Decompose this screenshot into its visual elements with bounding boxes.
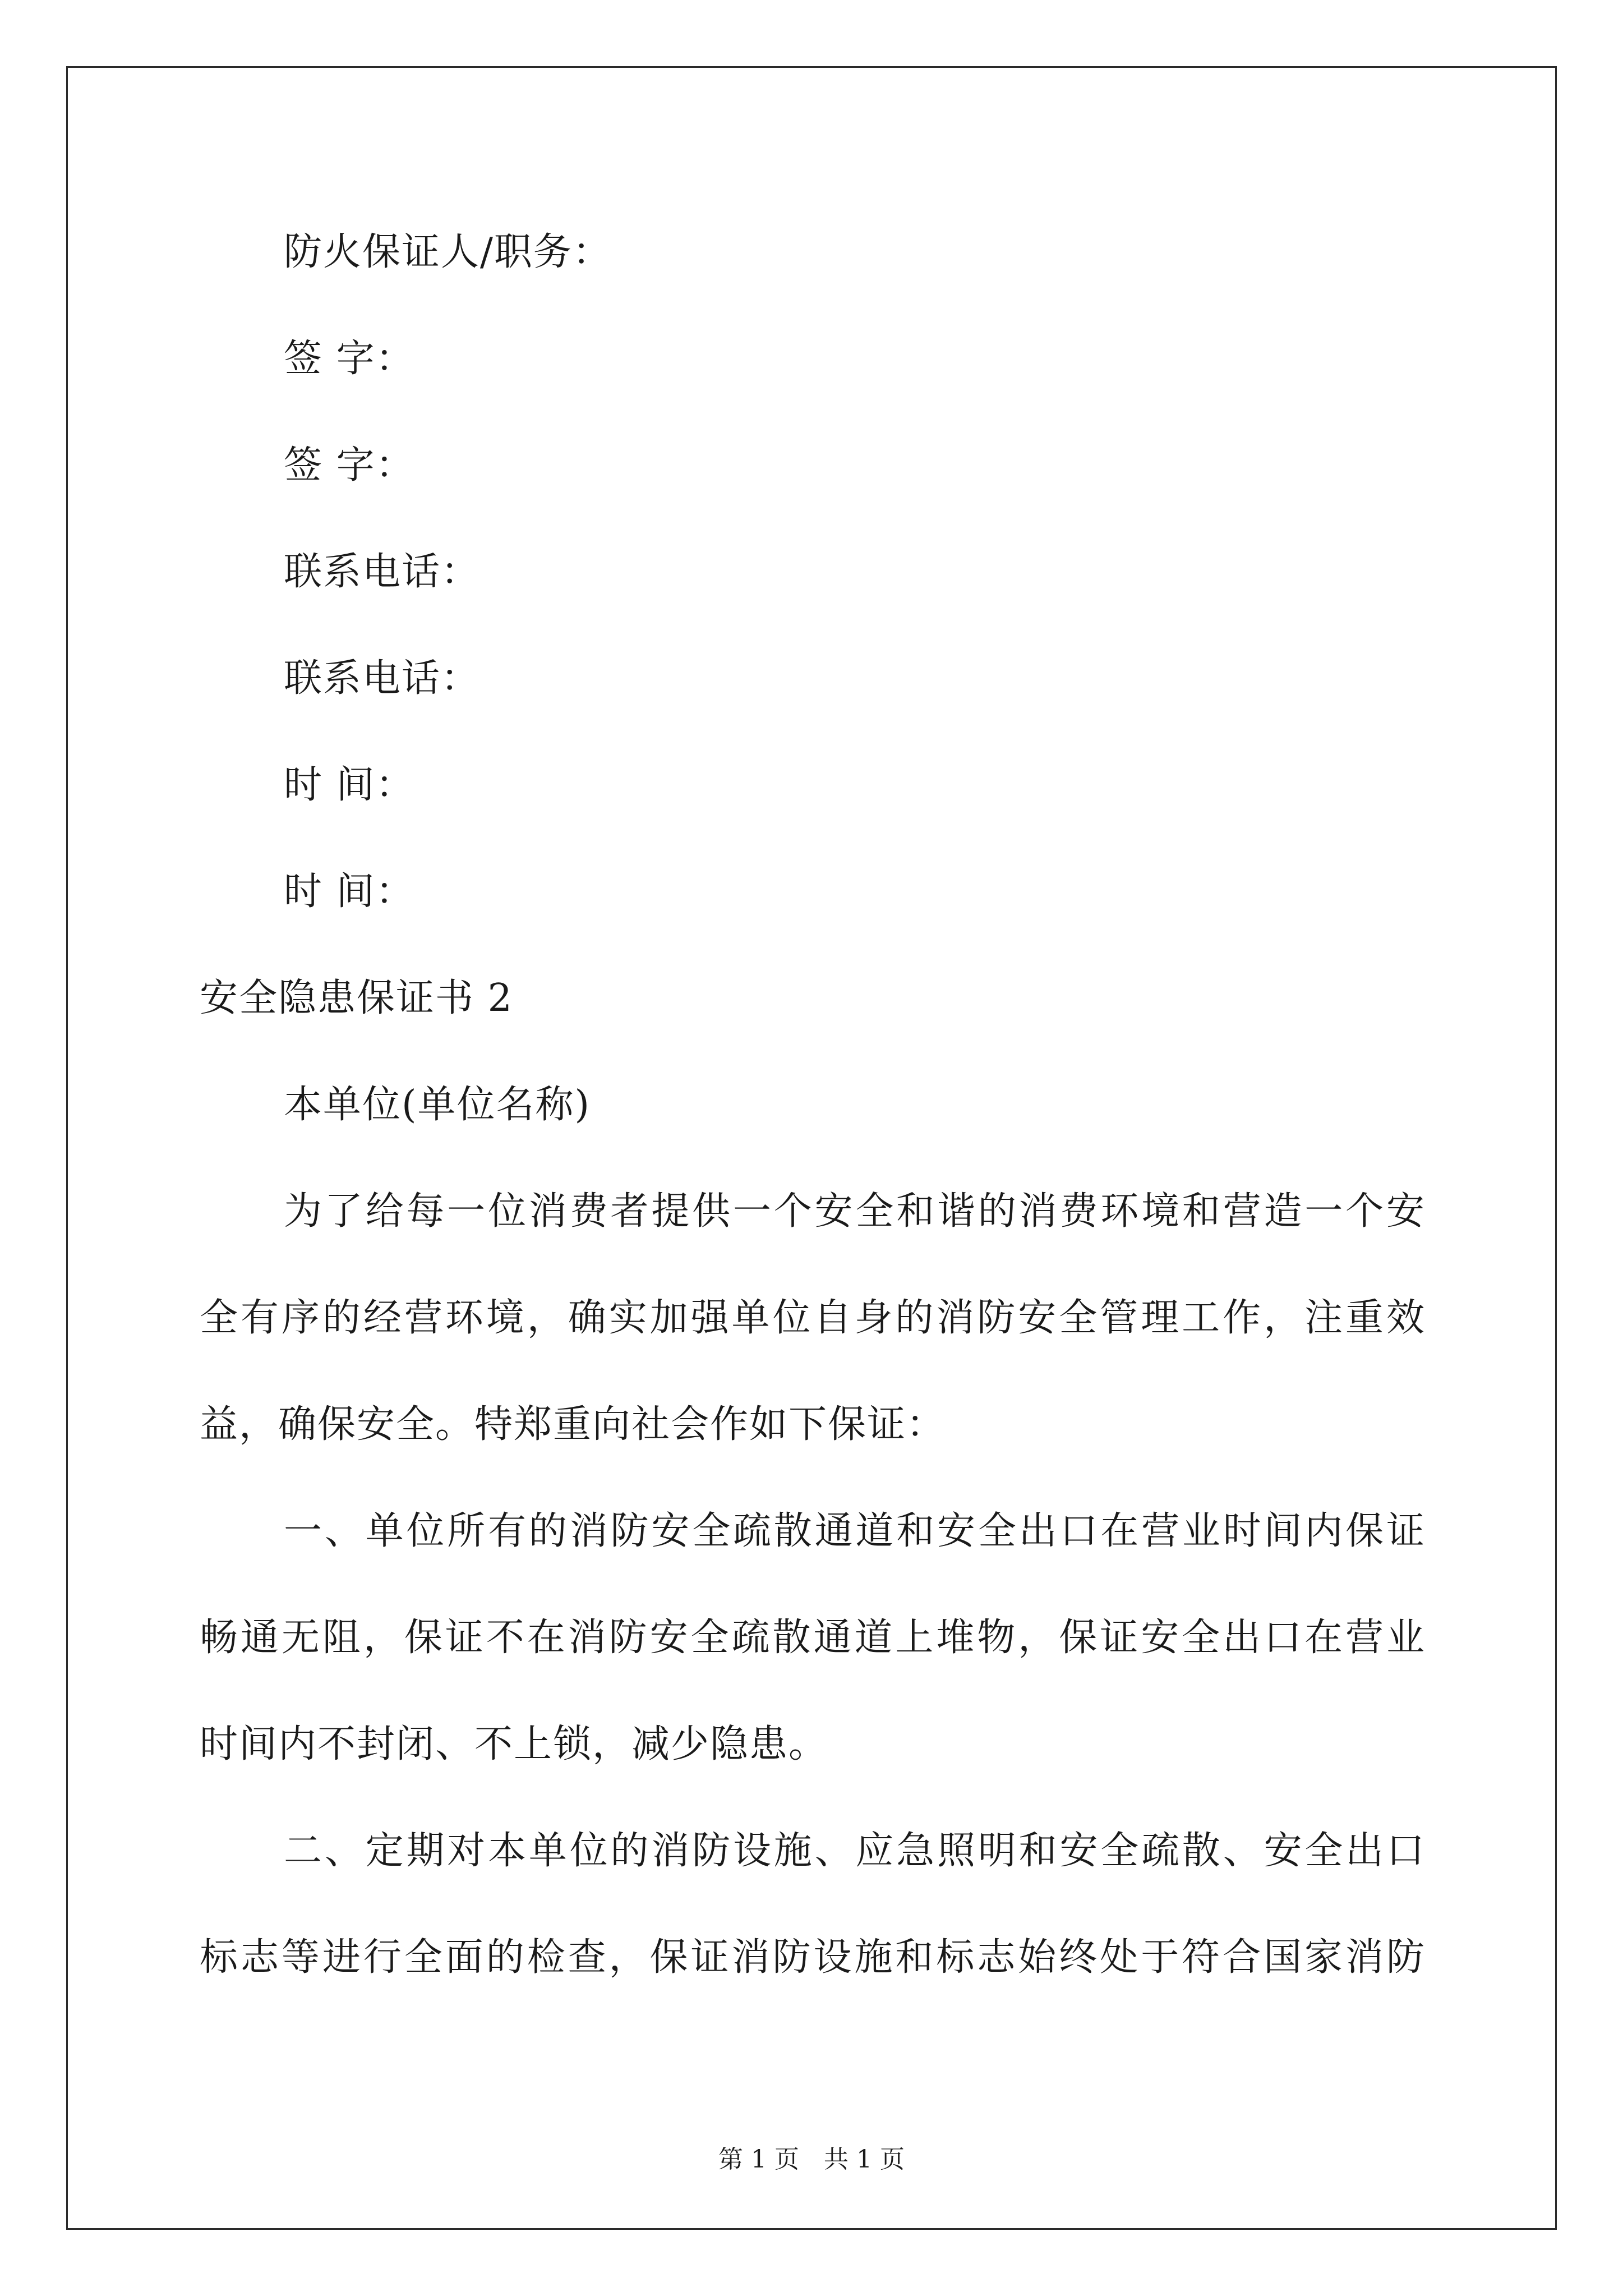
paragraph-intro-line-3: 益，确保安全。特郑重向社会作如下保证： (200, 1402, 946, 1447)
signature-line-2: 签 字： (284, 443, 415, 487)
item-two-line-2: 标志等进行全面的检查，保证消防设施和标志始终处于符合国家消防 (200, 1935, 1426, 1980)
page-number-footer: 第 1 页 共 1 页 (718, 2145, 905, 2174)
section-heading: 安全隐患保证书 2 (200, 976, 513, 1020)
signature-line-1: 签 字： (284, 337, 415, 381)
item-two-line-1: 二、定期对本单位的消防设施、应急照明和安全疏散、安全出口 (284, 1829, 1426, 1873)
page-border (66, 66, 1557, 2230)
unit-name-line: 本单位(单位名称) (284, 1083, 591, 1127)
item-one-line-3: 时间内不封闭、不上锁，减少隐患。 (200, 1722, 828, 1766)
time-line-2: 时 间： (284, 869, 415, 914)
phone-line-1: 联系电话： (284, 550, 481, 594)
item-one-line-1: 一、单位所有的消防安全疏散通道和安全出口在营业时间内保证 (284, 1509, 1426, 1553)
item-one-line-2: 畅通无阻，保证不在消防安全疏散通道上堆物，保证安全出口在营业 (200, 1616, 1426, 1660)
phone-line-2: 联系电话： (284, 656, 481, 701)
guarantor-title-line: 防火保证人/职务： (284, 230, 612, 274)
paragraph-intro-line-1: 为了给每一位消费者提供一个安全和谐的消费环境和营造一个安 (284, 1189, 1426, 1234)
paragraph-intro-line-2: 全有序的经营环境，确实加强单位自身的消防安全管理工作，注重效 (200, 1296, 1426, 1340)
time-line-1: 时 间： (284, 763, 415, 807)
